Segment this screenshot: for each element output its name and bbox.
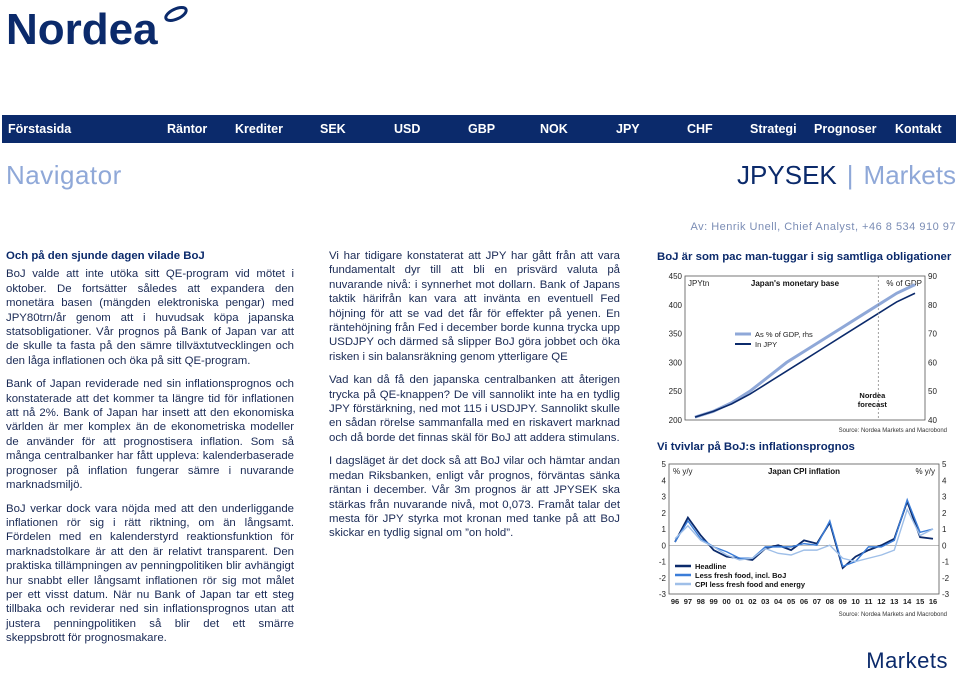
y-right-tick-label: 60 xyxy=(928,358,937,368)
nav-item-usd[interactable]: USD xyxy=(394,122,421,136)
author-line: Av: Henrik Unell, Chief Analyst, +46 8 534 910 97 xyxy=(690,221,956,233)
y-left-tick-label: 400 xyxy=(668,300,682,310)
y-left-axis-label: JPYtn xyxy=(688,279,710,288)
nav-item-rantor[interactable]: Räntor xyxy=(167,122,208,136)
y-right-tick-label: 70 xyxy=(928,329,937,339)
x-tick-label: 99 xyxy=(709,597,718,606)
x-tick-label: 07 xyxy=(812,597,822,606)
article-column-2 xyxy=(329,249,620,550)
y-right-tick-label: -3 xyxy=(942,590,950,599)
currency-pair: JPYSEK xyxy=(737,160,837,190)
annotation: forecast xyxy=(857,400,887,409)
y-right-tick-label: 80 xyxy=(928,300,937,310)
paragraph: BoJ verkar dock vara nöjda med att den underliggande inflationen rör sig i rätt riktning, om än långsamt. Fördelen med en kalenderstyrd reaktionsfunktion för marknadstolkare är att den är relativt transparent. Den praktiska tillämpningen av penningpolitiken blir avhängigt hur snabbt eller långsamt inflationen rör sig mot målet per ett visst datum. När nu Bank of Japan tar ett steg tillbaka och reviderar ned sin inflationsprognos utan att justera penningpolitiken så blir det ett smärre skeppsbrott för prognosmakare. xyxy=(6,502,294,645)
nav-item-strategi[interactable]: Strategi xyxy=(750,122,797,136)
y-left-tick-label: 1 xyxy=(661,525,666,534)
annotation: Nordea xyxy=(859,391,886,400)
y-right-tick-label: -2 xyxy=(942,573,950,583)
x-tick-label: 13 xyxy=(890,597,899,606)
nav-item-gbp[interactable]: GBP xyxy=(468,122,496,136)
chart-title: Japan's monetary base xyxy=(750,279,840,288)
y-right-tick-label: 4 xyxy=(942,476,947,486)
logo-text: Nordea xyxy=(6,5,158,50)
x-tick-label: 05 xyxy=(786,597,796,606)
nav-item-nok[interactable]: NOK xyxy=(540,122,568,136)
x-tick-label: 02 xyxy=(748,597,757,606)
x-tick-label: 08 xyxy=(825,597,834,606)
x-tick-label: 01 xyxy=(735,597,744,606)
x-tick-label: 96 xyxy=(670,597,680,606)
article-heading: Och på den sjunde dagen vilade BoJ xyxy=(6,250,205,262)
paragraph: I dagsläget är det dock så att BoJ vilar och hämtar andan medan Riksbanken, enligt vår prognos, förväntas sänka räntan i december. Vår 3m prognos är att JPYSEK ska stärkas från nuvarande nivå, mot 0,073. Framåt talar det mesta för JPY styrka mot kronan med tanke på att BoJ skickar en tydlig signal om ”on hold”. xyxy=(329,455,620,540)
y-right-tick-label: 5 xyxy=(942,460,947,469)
chart-source: Source: Nordea Markets and Macrobond xyxy=(838,612,947,618)
monetary-base-chart xyxy=(655,268,955,440)
section-name: Markets xyxy=(863,160,956,190)
nav-item-kontakt[interactable]: Kontakt xyxy=(895,122,942,136)
y-left-tick-label: 350 xyxy=(668,329,682,339)
top-navigation xyxy=(2,115,956,143)
legend-label: Headline xyxy=(695,562,727,571)
y-right-tick-label: 90 xyxy=(928,272,937,281)
x-tick-label: 14 xyxy=(903,597,912,606)
nav-item-sek[interactable]: SEK xyxy=(320,122,346,136)
paragraph: Vad kan då få den japanska centralbanken att återigen trycka på QE-knappen? De vill sannolikt inte ha en tydlig JPY förstärkning, ned mot 115 i USDJPY. Sannolikt skulle en sådan rörelse sammanfalla med en riskavert marknad och då borde det finnas skäl för BoJ att addera stimulans. xyxy=(329,374,620,444)
y-left-tick-label: 2 xyxy=(661,508,666,518)
y-left-tick-label: 4 xyxy=(661,476,666,486)
footer-brand: Markets xyxy=(866,648,948,673)
x-tick-label: 97 xyxy=(683,597,693,606)
y-left-tick-label: 450 xyxy=(668,272,682,281)
x-tick-label: 06 xyxy=(799,597,809,606)
nav-item-chf[interactable]: CHF xyxy=(687,122,713,136)
legend-label: As % of GDP, rhs xyxy=(755,330,813,339)
paragraph: Vi har tidigare konstaterat att JPY har gått från att vara fundamentalt dyr till att bli en prisvärd valuta på nuvarande nivå: i synnerhet mot dollarn. Bank of Japans taktik härifrån kan vara att invänta en eventuell Fed höjning för att se vad det får för effekter på yenen. En räntehöjning från Fed i december borde kunna trycka upp USDJPY och därmed så slipper BoJ göra jobbet och öka risken i sin balansräkning genom ytterligare QE xyxy=(329,250,620,363)
y-left-tick-label: -2 xyxy=(658,573,666,583)
nav-item-prognoser[interactable]: Prognoser xyxy=(814,122,877,136)
y-left-tick-label: 5 xyxy=(661,460,666,469)
chart-title: Japan CPI inflation xyxy=(767,467,841,476)
chart-1-heading: BoJ är som pac man-tuggar i sig samtliga obligationer xyxy=(657,251,952,263)
y-right-tick-label: 2 xyxy=(942,508,947,518)
legend-label: CPI less fresh food and energy xyxy=(695,580,806,589)
y-right-tick-label: 1 xyxy=(942,525,947,534)
y-right-tick-label: 3 xyxy=(942,492,947,502)
nav-item-krediter[interactable]: Krediter xyxy=(235,122,283,136)
nav-item-forstasida[interactable]: Förstasida xyxy=(8,122,72,136)
x-tick-label: 15 xyxy=(915,597,925,606)
x-tick-label: 16 xyxy=(928,597,938,606)
y-left-tick-label: 0 xyxy=(661,541,666,551)
y-left-tick-label: -3 xyxy=(658,590,666,599)
article-column-1 xyxy=(6,249,294,655)
y-right-tick-label: 50 xyxy=(928,387,937,397)
paragraph: BoJ valde att inte utöka sitt QE-program vid mötet i oktober. De fortsätter således att expandera den monetära basen (mängden elektroniska pengar) med JPY80trn/år genom att i huvudsak köpa japanska statsobligationer. Vår prognos på Bank of Japan var att de skulle ta fasta på den sämre tillväxtutvecklingen och den låga inflationen och öka på sitt QE-program. xyxy=(6,268,294,367)
x-tick-label: 04 xyxy=(774,597,783,606)
y-left-tick-label: 3 xyxy=(661,492,666,502)
title-separator: | xyxy=(846,160,854,190)
y-left-tick-label: 200 xyxy=(668,416,682,425)
y-right-axis-label: % of GDP xyxy=(886,279,922,288)
nav-item-jpy[interactable]: JPY xyxy=(616,122,640,136)
x-tick-label: 12 xyxy=(877,597,886,606)
y-left-tick-label: 300 xyxy=(668,358,682,368)
y-left-axis-label: % y/y xyxy=(673,467,693,476)
y-right-tick-label: -1 xyxy=(942,557,950,567)
section-title xyxy=(737,160,956,191)
x-tick-label: 10 xyxy=(851,597,860,606)
chart-2-heading: Vi tvivlar på BoJ:s inflationsprognos xyxy=(657,441,855,453)
legend-label: Less fresh food, incl. BoJ xyxy=(695,571,787,580)
x-tick-label: 00 xyxy=(722,597,731,606)
y-right-axis-label: % y/y xyxy=(915,467,935,476)
x-tick-label: 03 xyxy=(761,597,770,606)
chart-source: Source: Nordea Markets and Macrobond xyxy=(838,428,947,434)
paragraph: Bank of Japan reviderade ned sin inflationsprognos och konstaterade att det kommer ta längre tid för inflationen att nå 2%. Bank of Japan har insett att den ekonomiska världen är mer komplex än de ekonometriska modeller de använder för att prognostisera inflation. Som så många centralbanker har fått uppleva: kalenderbaserade prognoser på inflation fungerar sämre i nuvarande marknadsmiljö. xyxy=(6,378,294,492)
x-tick-label: 11 xyxy=(864,597,873,606)
x-tick-label: 98 xyxy=(696,597,705,606)
nordea-logo[interactable] xyxy=(6,2,196,50)
page-title: Navigator xyxy=(6,160,122,190)
x-tick-label: 09 xyxy=(838,597,847,606)
y-left-tick-label: -1 xyxy=(658,557,666,567)
y-right-tick-label: 40 xyxy=(928,416,937,425)
cpi-inflation-chart xyxy=(655,456,955,626)
y-left-tick-label: 250 xyxy=(668,387,682,397)
y-right-tick-label: 0 xyxy=(942,541,947,551)
legend-label: In JPY xyxy=(755,340,778,349)
